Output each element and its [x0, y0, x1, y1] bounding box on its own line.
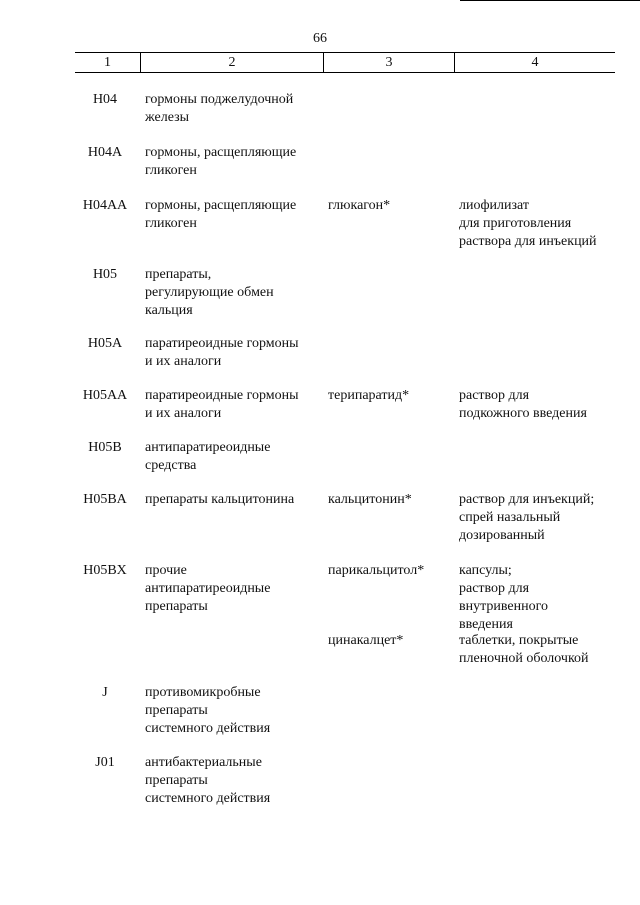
atc-code: H05AA	[82, 388, 128, 403]
drug-name	[328, 632, 453, 650]
dosage-form-line: раствор для инъекций;	[459, 492, 595, 507]
dosage-form-line: дозированный	[459, 528, 545, 543]
group-name-line: препараты кальцитонина	[145, 492, 295, 507]
group-name-line: и их аналоги	[145, 354, 222, 369]
atc-code: H04	[92, 92, 118, 107]
dosage-form-line: пленочной оболочкой	[459, 651, 589, 666]
group-name-line: гликоген	[145, 163, 197, 178]
atc-code: J	[102, 685, 108, 700]
header-col-2: 2	[228, 55, 236, 70]
group-name-line: гормоны, расщепляющие	[145, 198, 297, 213]
atc-code: H05	[92, 267, 118, 282]
dosage-form-line: лиофилизат	[459, 198, 530, 213]
header-col-1: 1	[104, 55, 111, 70]
group-name	[145, 144, 320, 180]
drug-name-line: кальцитонин*	[328, 492, 412, 507]
drug-name-line: глюкагон*	[328, 198, 391, 213]
group-name-line: железы	[145, 110, 190, 125]
atc-code: H05B	[88, 440, 122, 455]
dosage-form-line: капсулы;	[459, 563, 512, 578]
dosage-form-line: для приготовления	[459, 216, 572, 231]
group-name	[145, 91, 320, 127]
dosage-form-line: подкожного введения	[459, 406, 587, 421]
table-header	[75, 52, 615, 73]
dosage-form	[459, 562, 619, 634]
group-name-line: паратиреоидные гормоны	[145, 388, 299, 403]
group-name	[145, 439, 320, 475]
page-number: 66	[313, 31, 327, 46]
group-name	[145, 266, 320, 320]
drug-name	[328, 491, 453, 509]
atc-code: H05BX	[83, 563, 127, 578]
group-name	[145, 562, 320, 616]
dosage-form-line: таблетки, покрытые	[459, 633, 579, 648]
drug-name-line: парикальцитол*	[328, 563, 425, 578]
dosage-form-line: введения	[459, 617, 513, 632]
group-name	[145, 387, 320, 423]
group-name-line: гормоны поджелудочной	[145, 92, 294, 107]
group-name-line: препараты	[145, 599, 208, 614]
atc-code: J01	[95, 755, 115, 770]
group-name	[145, 754, 320, 808]
drug-name-line: терипаратид*	[328, 388, 410, 403]
drug-name	[328, 197, 453, 215]
dosage-form	[459, 387, 619, 423]
drug-name-line: цинакалцет*	[328, 633, 404, 648]
group-name	[145, 684, 320, 738]
dosage-form-line: раствор для	[459, 388, 530, 403]
corner-mark	[460, 0, 640, 1]
group-name-line: препараты,	[145, 267, 212, 282]
atc-code: H05BA	[83, 492, 127, 507]
drug-name	[328, 387, 453, 405]
atc-code: H04A	[87, 145, 123, 160]
group-name-line: противомикробные	[145, 685, 261, 700]
group-name-line: препараты	[145, 773, 208, 788]
group-name-line: антипаратиреоидные	[145, 440, 271, 455]
dosage-form-line: раствор для	[459, 581, 530, 596]
group-name-line: системного действия	[145, 721, 271, 736]
header-col-3: 3	[385, 55, 393, 70]
header-col-4: 4	[531, 55, 539, 70]
dosage-form-line: внутривенного	[459, 599, 549, 614]
group-name-line: паратиреоидные гормоны	[145, 336, 299, 351]
group-name	[145, 491, 320, 509]
group-name-line: кальция	[145, 303, 193, 318]
group-name-line: регулирующие обмен	[145, 285, 274, 300]
dosage-form-line: раствора для инъекций	[459, 234, 597, 249]
dosage-form	[459, 197, 619, 251]
drug-name	[328, 562, 453, 580]
group-name-line: антипаратиреоидные	[145, 581, 271, 596]
group-name-line: гликоген	[145, 216, 197, 231]
group-name-line: гормоны, расщепляющие	[145, 145, 297, 160]
group-name-line: средства	[145, 458, 197, 473]
dosage-form	[459, 491, 619, 545]
group-name	[145, 335, 320, 371]
group-name-line: и их аналоги	[145, 406, 222, 421]
atc-code: H05A	[87, 336, 123, 351]
group-name-line: системного действия	[145, 791, 271, 806]
group-name	[145, 197, 320, 233]
group-name-line: прочие	[145, 563, 187, 578]
dosage-form	[459, 632, 619, 668]
group-name-line: препараты	[145, 703, 208, 718]
dosage-form-line: спрей назальный	[459, 510, 561, 525]
group-name-line: антибактериальные	[145, 755, 262, 770]
atc-code: H04AA	[82, 198, 128, 213]
